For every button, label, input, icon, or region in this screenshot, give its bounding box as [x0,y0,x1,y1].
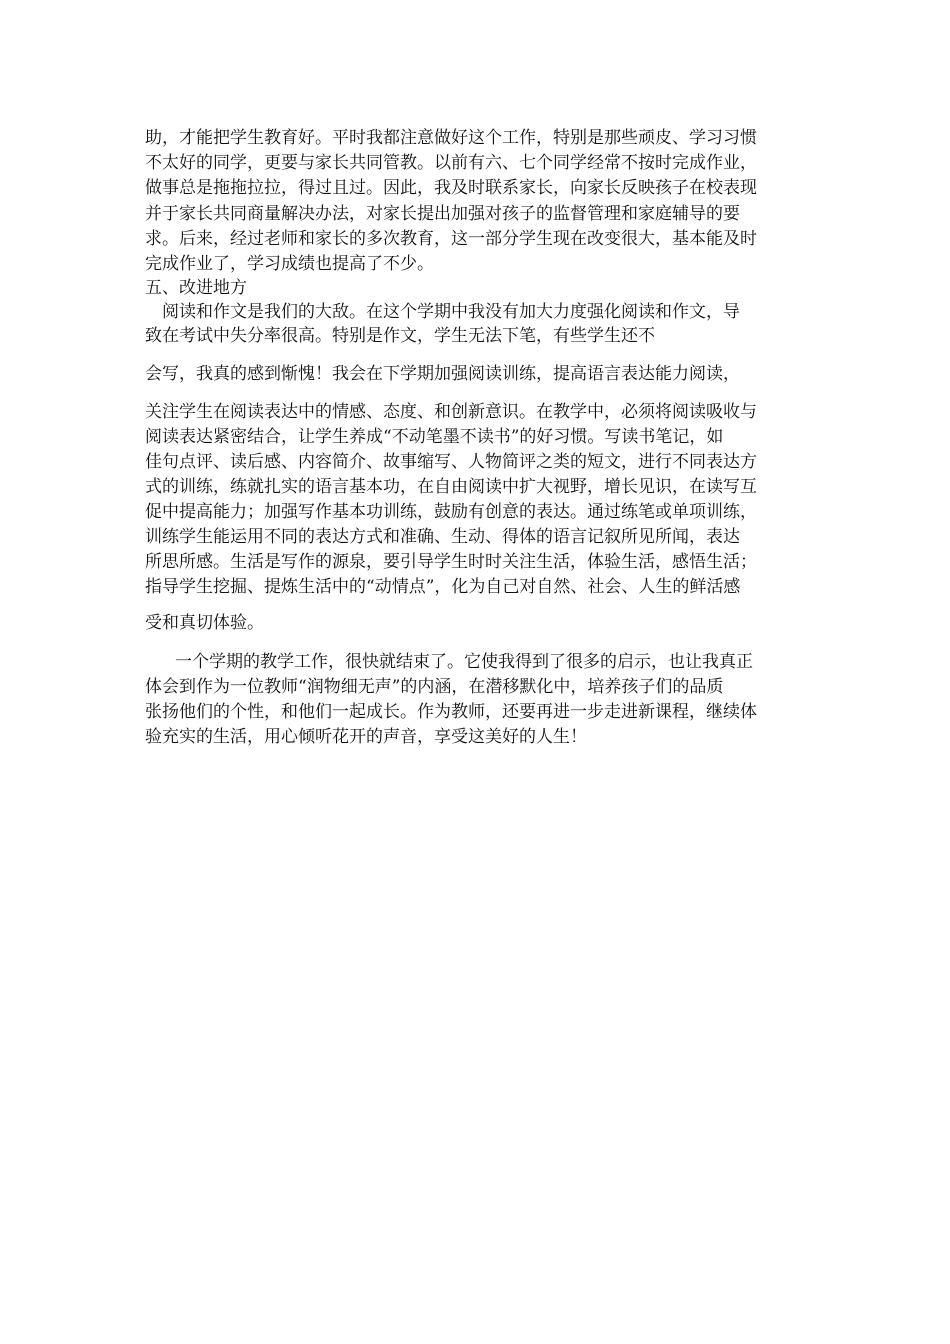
text-line: 佳句点评、读后感、内容简介、故事缩写、人物简评之类的短文，进行不同表达方 [145,452,757,472]
text-line: 会写，我真的感到惭愧！我会在下学期加强阅读训练，提高语言表达能力阅读， [145,364,740,384]
text-line: 完成作业了，学习成绩也提高了不少。 [145,254,434,274]
text-line: 促中提高能力；加强写作基本功训练，鼓励有创意的表达。通过练笔或单项训练， [145,502,757,522]
text-line: 验充实的生活，用心倾听花开的声音，享受这美好的人生！ [145,727,587,747]
text-line: 指导学生挖掘、提炼生活中的“动情点”，化为自己对自然、社会、人生的鲜活感 [145,577,741,597]
text-line: 式的训练，练就扎实的语言基本功，在自由阅读中扩大视野，增长见识，在读写互 [145,477,757,497]
text-line: 张扬他们的个性，和他们一起成长。作为教师，还要再进一步走进新课程，继续体 [145,702,757,722]
text-line: 不太好的同学，更要与家长共同管教。以前有六、七个同学经常不按时完成作业， [145,153,757,173]
text-line: 一个学期的教学工作，很快就结束了。它使我得到了很多的启示，也让我真正 [175,652,753,672]
text-line: 所思所感。生活是写作的源泉，要引导学生时时关注生活，体验生活，感悟生活； [145,552,757,572]
text-line: 并于家长共同商量解决办法，对家长提出加强对孩子的监督管理和家庭辅导的要 [145,204,740,224]
section-heading: 五、改进地方 [145,278,247,298]
text-line: 阅读表达紧密结合，让学生养成“不动笔墨不读书”的好习惯。写读书笔记，如 [145,427,724,447]
text-line: 做事总是拖拖拉拉，得过且过。因此，我及时联系家长，向家长反映孩子在校表现 [145,178,757,198]
text-line: 阅读和作文是我们的大敌。在这个学期中我没有加大力度强化阅读和作文，导 [162,302,740,322]
text-line: 致在考试中失分率很高。特别是作文，学生无法下笔，有些学生还不 [145,326,655,346]
text-line: 关注学生在阅读表达中的情感、态度、和创新意识。在教学中，必须将阅读吸收与 [145,402,757,422]
text-line: 受和真切体验。 [145,613,264,633]
text-line: 体会到作为一位教师“润物细无声”的内涵，在潜移默化中，培养孩子们的品质 [145,677,724,697]
text-line: 助，才能把学生教育好。平时我都注意做好这个工作，特别是那些顽皮、学习习惯 [145,128,757,148]
text-line: 训练学生能运用不同的表达方式和准确、生动、得体的语言记叙所见所闻，表达 [145,527,740,547]
text-line: 求。后来，经过老师和家长的多次教育，这一部分学生现在改变很大，基本能及时 [145,229,757,249]
